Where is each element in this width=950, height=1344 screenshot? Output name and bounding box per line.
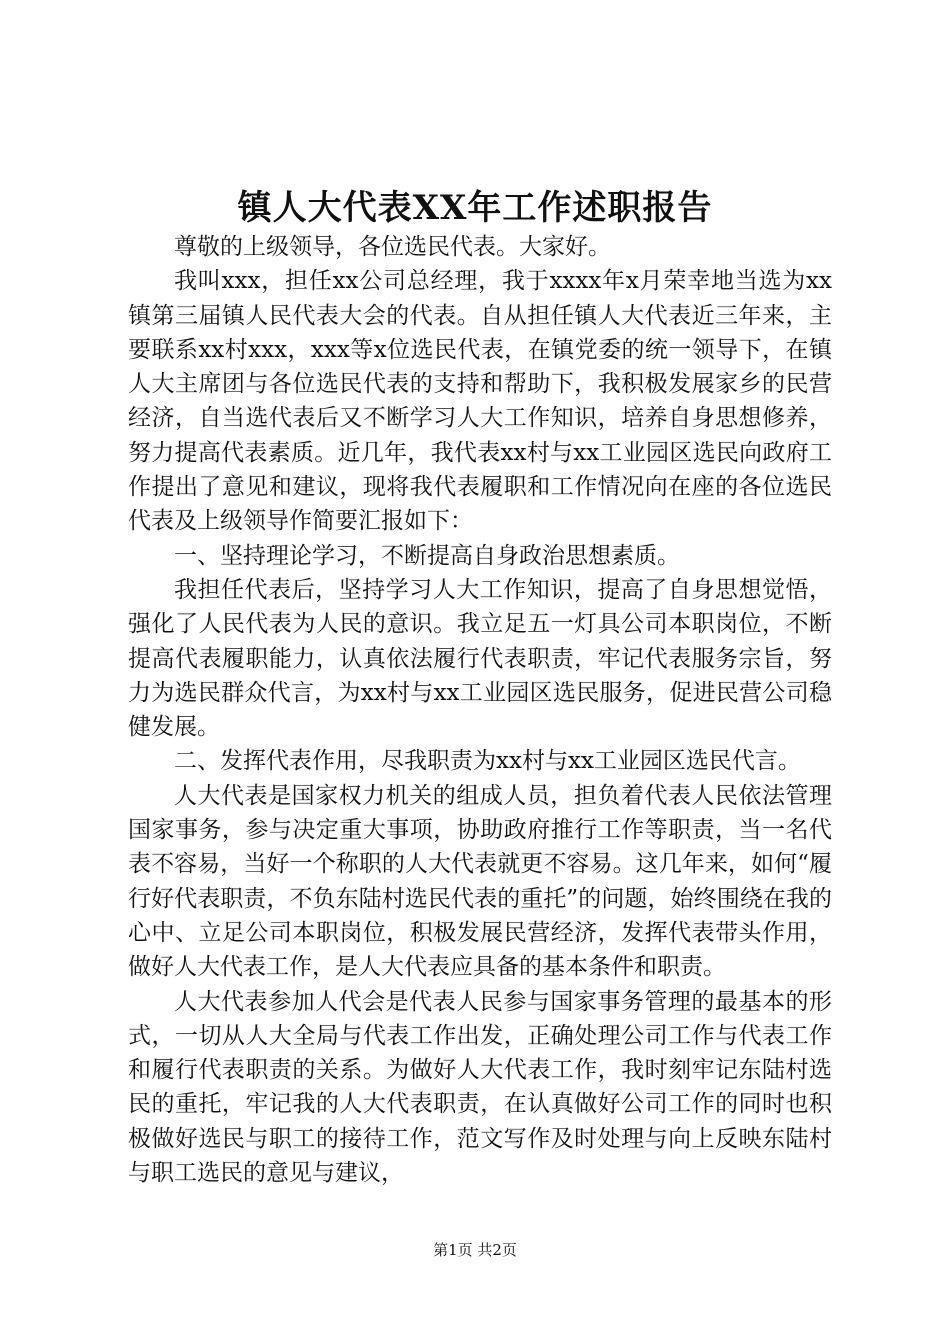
section-heading-1: 一、坚持理论学习，不断提高自身政治思想素质。 (174, 542, 680, 569)
paragraph-section-1: 我担任代表后，坚持学习人大工作知识，提高了自身思想觉悟，强化了人民代表为人民的意识。我立足五一灯具公司本职岗位，不断提高代表履职能力，认真依法履行代表职责，牢记代表服务宗旨，努力为选民群众代言，为xx村与xx工业园区选民服务，促进民营公司稳健发展。 (128, 576, 832, 741)
paragraph-section-2a: 人大代表是国家权力机关的组成人员，担负着代表人民依法管理国家事务，参与决定重大事项，协助政府推行工作等职责，当一名代表不容易，当好一个称职的人大代表就更不容易。这几年来，如何“履行好代表职责，不负东陆村选民代表的重托”的问题，始终围绕在我的心中、立足公司本职岗位，积极发展民营经济，发挥代表带头作用，做好人大代表工作，是人大代表应具备的基本条件和职责。 (128, 782, 832, 981)
paragraph-introduction: 我叫xxx，担任xx公司总经理，我于xxxx年x月荣幸地当选为xx镇第三届镇人民代表大会的代表。自从担任镇人大代表近三年来，主要联系xx村xxx，xxx等x位选民代表，在镇党委的统一领导下，在镇人大主席团与各位选民代表的支持和帮助下，我积极发展家乡的民营经济，自当选代表后又不断学习人大工作知识，培养自身思想修养，努力提高代表素质。近几年，我代表xx村与xx工业园区选民向政府工作提出了意见和建议，现将我代表履职和工作情况向在座的各位选民代表及上级领导作简要汇报如下： (128, 268, 832, 535)
document-body (128, 230, 832, 1190)
paragraph-section-2b: 人大代表参加人代会是代表人民参与国家事务管理的最基本的形式，一切从人大全局与代表工作出发，正确处理公司工作与代表工作和履行代表职责的关系。为做好人大代表工作，我时刻牢记东陆村选民的重托，牢记我的人大代表职责，在认真做好公司工作的同时也积极做好选民与职工的接待工作，范文写作及时处理与向上反映东陆村与职工选民的意见与建议， (128, 988, 832, 1187)
paragraph-greeting: 尊敬的上级领导，各位选民代表。大家好。 (174, 234, 611, 260)
page-footer: 第1页 共2页 (433, 1241, 517, 1259)
section-heading-2: 二、发挥代表作用，尽我职责为xx村与xx工业园区选民代言。 (174, 748, 801, 775)
document-title: 镇人大代表XX年工作述职报告 (237, 188, 713, 228)
